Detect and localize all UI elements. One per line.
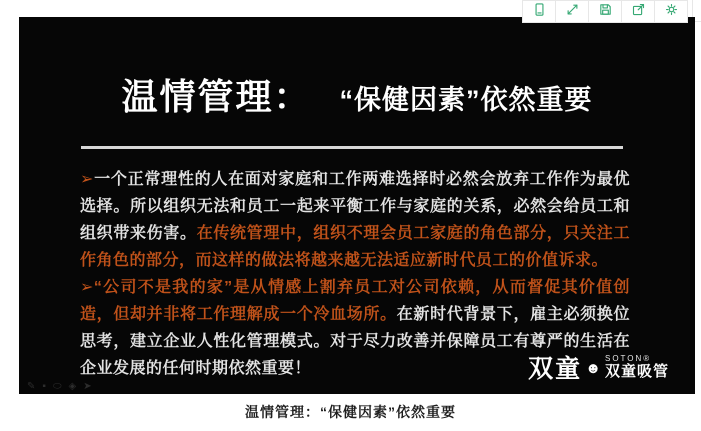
paragraph-1	[80, 166, 630, 274]
settings-button[interactable]	[654, 0, 688, 23]
slide-title-sub: “保健因素”依然重要	[339, 85, 593, 115]
circle-icon[interactable]: ⬭	[52, 381, 62, 392]
paragraph-2-orange-segment: “公司不是我的家”是从情感上割弃员工对公司依赖，从而督促其价值创造，但却并非将工作理解成一个冷血场所。	[80, 279, 630, 323]
brand-name-en: SOTON®	[604, 354, 652, 363]
paragraph-2-white-segment: 在新时代背景下，雇主必须换位思考，建立企业人性化管理模式。对于尽力改善并保障员工有尊严的生活在企业发展的任何时期依然重要！	[80, 306, 630, 377]
fullscreen-button[interactable]	[555, 0, 589, 23]
external-link-icon	[631, 2, 646, 22]
paragraph-1-white-segment: 一个正常理性的人在面对家庭和工作两难选择时必然会放弃工作作为最优选择。所以组织无法和员工一起来平衡工作与家庭的关系，必然会给员工和组织带来伤害。	[80, 171, 630, 242]
paragraph-1-orange-segment: 在传统管理中，组织不理会员工家庭的角色部分，只关注工作角色的部分，而这样的做法将越来越无法适应新时代员工的价值诉求。	[80, 225, 630, 269]
bullet-arrow: ➢	[80, 171, 94, 188]
share-button[interactable]	[621, 0, 655, 23]
slide-caption: 温情管理：“保健因素”依然重要	[245, 404, 456, 420]
slide-title-main: 温情管理：	[121, 76, 312, 117]
save-button[interactable]	[588, 0, 622, 23]
brand-subtitle: 双童吸管	[604, 363, 669, 380]
save-floppy-icon	[598, 2, 613, 22]
brand-name: 双童	[528, 355, 583, 383]
gear-icon	[664, 2, 679, 22]
rectangle-icon[interactable]: ▪	[42, 381, 46, 392]
top-toolbar	[523, 0, 688, 23]
cursor-icon[interactable]: ➤	[83, 381, 92, 392]
title-divider-line	[81, 146, 623, 149]
pen-icon[interactable]: ✎	[27, 381, 36, 392]
brand-watermark	[528, 349, 669, 385]
presentation-slide	[19, 17, 695, 394]
smiley-face-icon: ☻	[585, 359, 601, 377]
mobile-preview-button[interactable]	[522, 0, 556, 23]
annotation-toolbar	[27, 381, 92, 392]
expand-arrows-icon	[565, 2, 580, 22]
slide-title	[19, 69, 695, 120]
mobile-icon	[532, 2, 547, 22]
bullet-arrow: ➢	[80, 279, 94, 296]
eraser-icon[interactable]: ◈	[68, 381, 77, 392]
